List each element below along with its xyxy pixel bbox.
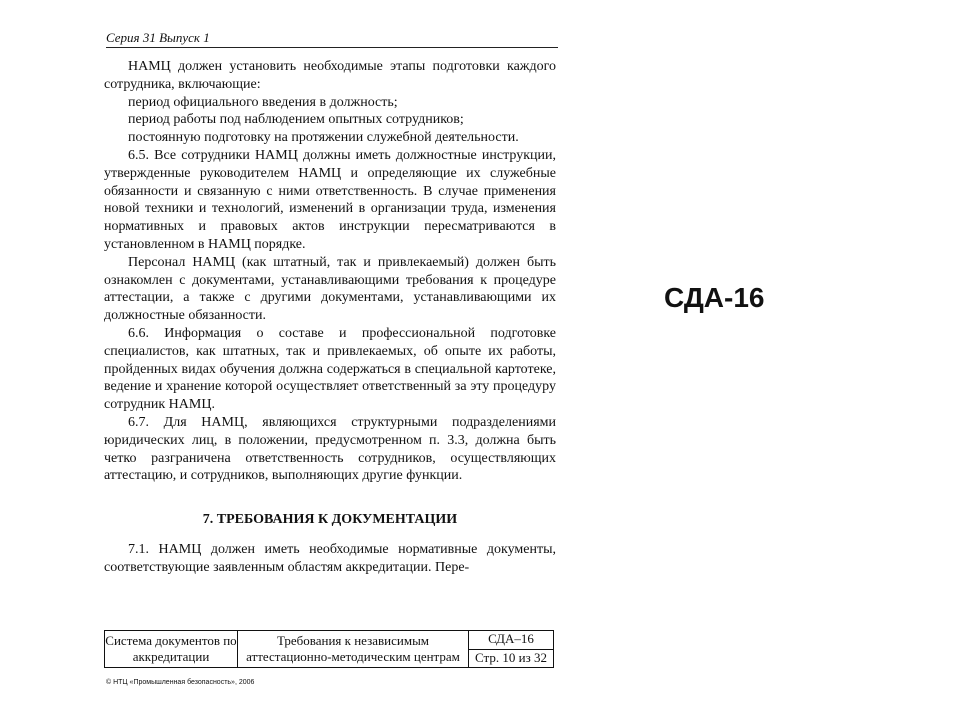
- list-item: период работы под наблюдением опытных сотрудников;: [128, 112, 464, 128]
- series-header: Серия 31 Выпуск 1: [106, 30, 210, 45]
- title-block-page: Стр. 10 из 32: [475, 649, 547, 665]
- title-block: [104, 630, 554, 668]
- title-block-code-cell: [469, 631, 553, 667]
- paragraph: 6.7. Для НАМЦ, являющихся структурными подразделениями юридических лиц, в положении, предусмотренном п. 3.3, должна быть четко разграничена ответственность сотрудников, осуществляющих аттестацию, и сотрудников, выполняющих другие функции.: [104, 414, 556, 484]
- header-rule: [106, 47, 558, 48]
- title-block-code: СДА–16: [469, 631, 553, 650]
- title-block-system: Система документов по аккредитации: [105, 631, 238, 667]
- list-item: период официального введения в должность;: [128, 94, 398, 110]
- document-code-label: СДА-16: [664, 282, 765, 313]
- paragraph: 7.1. НАМЦ должен иметь необходимые нормативные документы, соответствующие заявленным областям аккредитации. Пере-: [104, 541, 556, 575]
- title-block-title: Требования к независимым аттестационно-методическим центрам: [238, 631, 469, 667]
- paragraph: 6.5. Все сотрудники НАМЦ должны иметь должностные инструкции, утвержденные руководителем НАМЦ и определяющие их служебные обязанности и связанную с ними ответственность. В случае применения новой техники и технологий, изменений в организации труда, изменения нормативных и правовых актов инструкции пересматриваются в установленном в НАМЦ порядке.: [104, 147, 556, 252]
- footer-copyright: © НТЦ «Промышленная безопасность», 2006: [106, 679, 255, 686]
- paragraph: 6.6. Информация о составе и профессиональной подготовке специалистов, как штатных, так и привлекаемых, об опыте их работы, пройденных видах обучения должна содержаться в специальной картотеке, ведение и хранение которой осуществляет ответственный за эту процедуру сотрудник НАМЦ.: [104, 325, 556, 413]
- section-heading: 7. ТРЕБОВАНИЯ К ДОКУМЕНТАЦИИ: [202, 512, 458, 528]
- paragraph: НАМЦ должен установить необходимые этапы подготовки каждого сотрудника, включающие:: [104, 59, 556, 92]
- document-body: [104, 58, 556, 577]
- paragraph: Персонал НАМЦ (как штатный, так и привлекаемый) должен быть ознакомлен с документами, устанавливающими требования к процедуре аттестации, а также с другими документами, устанавливающими их должностные обязанности.: [104, 254, 556, 324]
- list-item: постоянную подготовку на протяжении служебной деятельности.: [128, 130, 519, 146]
